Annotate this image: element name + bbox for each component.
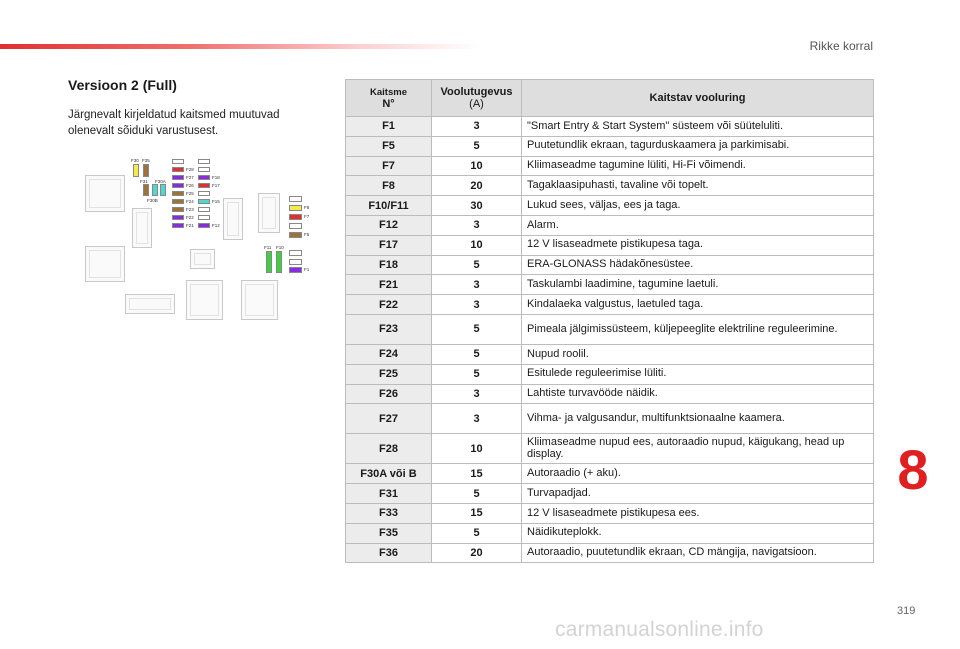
fuse-f27 (172, 175, 184, 180)
fuse-label: F21 (186, 223, 194, 228)
fuse-label: F15 (212, 199, 220, 204)
relay-box (132, 208, 152, 248)
amperage-cell: 5 (432, 136, 522, 156)
fuse-label: F24 (186, 199, 194, 204)
circuit-cell: Pimeala jälgimissüsteem, küljepeeglite elektriline reguleerimine. (522, 314, 874, 344)
circuit-cell: Autoraadio, puutetundlik ekraan, CD mängija, navigatsioon. (522, 543, 874, 563)
fuse-box-diagram (80, 150, 320, 330)
table-row (346, 196, 874, 216)
fuse-f10 (276, 251, 282, 273)
fuse-f8 (289, 205, 302, 211)
circuit-cell: Alarm. (522, 215, 874, 235)
relay-box (190, 249, 215, 269)
amperage-cell: 10 (432, 235, 522, 255)
table-row (346, 434, 874, 464)
fuse-number-cell: F26 (346, 384, 432, 404)
fuse-number-cell: F17 (346, 235, 432, 255)
fuse-label: F17 (212, 183, 220, 188)
fuse-f30a-2 (160, 184, 166, 196)
fuse-number-cell: F31 (346, 484, 432, 504)
circuit-cell: Lahtiste turvavööde näidik. (522, 384, 874, 404)
fuse-f5 (289, 232, 302, 238)
fuse-number-cell: F28 (346, 434, 432, 464)
fuse-table (345, 79, 874, 563)
relay-box (223, 198, 243, 240)
amperage-cell: 5 (432, 255, 522, 275)
table-row (346, 295, 874, 315)
fuse-f11 (266, 251, 272, 273)
fuse-number-cell: F22 (346, 295, 432, 315)
fuse-number-cell: F5 (346, 136, 432, 156)
table-row (346, 543, 874, 563)
circuit-cell: Kliimaseadme tagumine lüliti, Hi-Fi võimendi. (522, 156, 874, 176)
fuse-spare (198, 207, 210, 212)
relay-box (241, 280, 278, 320)
header-fuse-number: Kaitsme N° (346, 80, 432, 117)
relay-box (85, 246, 125, 282)
amperage-cell: 15 (432, 464, 522, 484)
fuse-number-cell: F8 (346, 176, 432, 196)
fuse-label: F35 (142, 158, 150, 163)
fuse-number-cell: F25 (346, 364, 432, 384)
fuse-f12 (198, 223, 210, 228)
fuse-number-cell: F24 (346, 344, 432, 364)
circuit-cell: Puutetundlik ekraan, tagurduskaamera ja parkimisabi. (522, 136, 874, 156)
circuit-cell: Näidikuteplokk. (522, 523, 874, 543)
table-header-row (346, 80, 874, 117)
circuit-cell: Kliimaseadme nupud ees, autoraadio nupud, käigukang, head up display. (522, 434, 874, 464)
fuse-spare (198, 167, 210, 172)
circuit-cell: Kindalaeka valgustus, laetuled taga. (522, 295, 874, 315)
fuse-label: F30A (155, 179, 166, 184)
fuse-f21 (172, 223, 184, 228)
circuit-cell: Autoraadio (+ aku). (522, 464, 874, 484)
table-row (346, 384, 874, 404)
amperage-cell: 5 (432, 523, 522, 543)
table-row (346, 275, 874, 295)
fuse-f24 (172, 199, 184, 204)
fuse-label: F28 (186, 167, 194, 172)
fuse-f30 (133, 164, 139, 177)
amperage-cell: 3 (432, 215, 522, 235)
amperage-cell: 5 (432, 314, 522, 344)
circuit-cell: Taskulambi laadimine, tagumine laetuli. (522, 275, 874, 295)
relay-box (125, 294, 175, 314)
circuit-cell: Esitulede reguleerimise lüliti. (522, 364, 874, 384)
amperage-cell: 30 (432, 196, 522, 216)
table-row (346, 176, 874, 196)
header-amperage: Voolutugevus (A) (432, 80, 522, 117)
fuse-f35 (143, 164, 149, 177)
fuse-label: F23 (186, 207, 194, 212)
table-row (346, 314, 874, 344)
fuse-number-cell: F1 (346, 117, 432, 137)
fuse-spare (289, 250, 302, 256)
fuse-f1 (289, 267, 302, 273)
fuse-spare (289, 223, 302, 229)
fuse-number-cell: F35 (346, 523, 432, 543)
fuse-spare (198, 215, 210, 220)
fuse-label: F1 (304, 267, 310, 272)
amperage-cell: 10 (432, 434, 522, 464)
fuse-f31 (143, 184, 149, 196)
circuit-cell: 12 V lisaseadmete pistikupesa taga. (522, 235, 874, 255)
fuse-spare (198, 191, 210, 196)
table-row (346, 364, 874, 384)
fuse-label: F30B (147, 198, 158, 203)
fuse-label: F10 (276, 245, 284, 250)
table-row (346, 235, 874, 255)
table-row (346, 484, 874, 504)
fuse-label: F26 (186, 183, 194, 188)
header-stripe (0, 44, 480, 49)
intro-text: Järgnevalt kirjeldatud kaitsmed muutuvad olenevalt sõiduki varustusest. (68, 109, 280, 137)
amperage-cell: 10 (432, 156, 522, 176)
fuse-f7 (289, 214, 302, 220)
circuit-cell: Tagaklaasipuhasti, tavaline või topelt. (522, 176, 874, 196)
amperage-cell: 3 (432, 404, 522, 434)
relay-box (258, 193, 280, 233)
fuse-number-cell: F30A või B (346, 464, 432, 484)
fuse-label: F8 (304, 205, 310, 210)
amperage-cell: 3 (432, 275, 522, 295)
amperage-cell: 5 (432, 364, 522, 384)
amperage-cell: 20 (432, 176, 522, 196)
fuse-f26 (172, 183, 184, 188)
amperage-cell: 20 (432, 543, 522, 563)
fuse-f15 (198, 199, 210, 204)
fuse-spare (289, 259, 302, 265)
table-row (346, 156, 874, 176)
fuse-f25 (172, 191, 184, 196)
fuse-number-cell: F27 (346, 404, 432, 434)
circuit-cell: "Smart Entry & Start System" süsteem või süüteluliti. (522, 117, 874, 137)
fuse-number-cell: F21 (346, 275, 432, 295)
fuse-number-cell: F12 (346, 215, 432, 235)
amperage-cell: 5 (432, 344, 522, 364)
fuse-label: F18 (212, 175, 220, 180)
fuse-label: F5 (304, 232, 310, 237)
relay-box (85, 175, 125, 212)
table-row (346, 117, 874, 137)
fuse-number-cell: F33 (346, 503, 432, 523)
table-row (346, 503, 874, 523)
table-row (346, 136, 874, 156)
page-number: 319 (897, 605, 916, 617)
circuit-cell: Lukud sees, väljas, ees ja taga. (522, 196, 874, 216)
section-title: Versioon 2 (Full) (68, 77, 177, 93)
chapter-number: 8 (897, 438, 929, 501)
header-circuit: Kaitstav vooluring (522, 80, 874, 117)
amperage-cell: 3 (432, 117, 522, 137)
amperage-cell: 3 (432, 295, 522, 315)
watermark: carmanualsonline.info (555, 618, 764, 641)
fuse-number-cell: F7 (346, 156, 432, 176)
fuse-spare (289, 196, 302, 202)
fuse-spare (198, 159, 210, 164)
fuse-label: F25 (186, 191, 194, 196)
fuse-label: F30 (131, 158, 139, 163)
fuse-label: F7 (304, 214, 310, 219)
circuit-cell: Nupud roolil. (522, 344, 874, 364)
fuse-f22 (172, 215, 184, 220)
table-row (346, 344, 874, 364)
table-row (346, 215, 874, 235)
fuse-number-cell: F10/F11 (346, 196, 432, 216)
circuit-cell: Turvapadjad. (522, 484, 874, 504)
fuse-label: F11 (264, 245, 272, 250)
table-row (346, 464, 874, 484)
amperage-cell: 15 (432, 503, 522, 523)
fuse-number-cell: F23 (346, 314, 432, 344)
fuse-label: F12 (212, 223, 220, 228)
circuit-cell: Vihma- ja valgusandur, multifunktsionaalne kaamera. (522, 404, 874, 434)
fuse-f30a (152, 184, 158, 196)
amperage-cell: 5 (432, 484, 522, 504)
fuse-label: F27 (186, 175, 194, 180)
fuse-f18 (198, 175, 210, 180)
fuse-spare (172, 159, 184, 164)
fuse-label: F22 (186, 215, 194, 220)
relay-box (186, 280, 223, 320)
fuse-number-cell: F36 (346, 543, 432, 563)
circuit-cell: ERA-GLONASS hädakõnesüstee. (522, 255, 874, 275)
fuse-f17 (198, 183, 210, 188)
table-row (346, 404, 874, 434)
fuse-label: F31 (140, 179, 148, 184)
circuit-cell: 12 V lisaseadmete pistikupesa ees. (522, 503, 874, 523)
chapter-title: Rikke korral (809, 39, 873, 53)
fuse-f23 (172, 207, 184, 212)
amperage-cell: 3 (432, 384, 522, 404)
table-row (346, 523, 874, 543)
fuse-f28 (172, 167, 184, 172)
fuse-number-cell: F18 (346, 255, 432, 275)
table-row (346, 255, 874, 275)
